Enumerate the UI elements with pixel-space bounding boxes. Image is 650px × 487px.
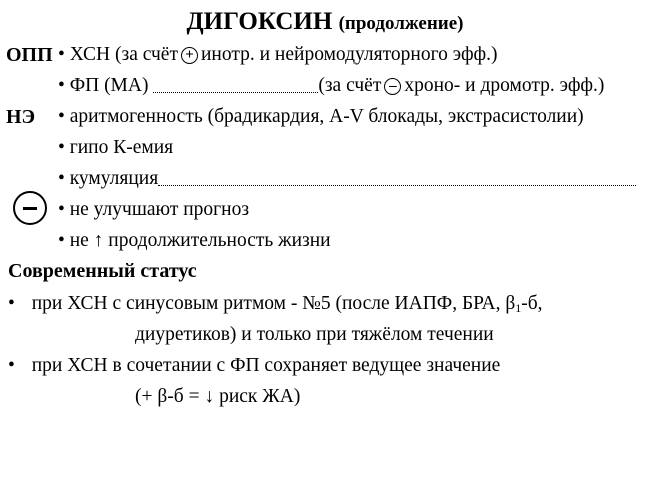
bullet: • — [58, 230, 65, 251]
status-item-2-text: при ХСН в сочетании с ФП сохраняет ведущее значение — [31, 355, 501, 376]
title-sub: (продолжение) — [338, 13, 464, 34]
minus-item-1-text: не улучшают прогноз — [69, 199, 250, 220]
label-ne: НЭ — [6, 106, 36, 128]
bullet: • — [58, 44, 65, 65]
bullet: • — [58, 137, 65, 158]
ne-item-3 — [58, 167, 636, 191]
status-item-1-line-2: диуретиков) и только при тяжёлом течении — [135, 324, 494, 345]
opp-item-2-pre: ФП (МА) — [69, 75, 149, 96]
dotted-leader — [158, 167, 636, 186]
beta-subscript: 1 — [515, 301, 522, 315]
ne-item-3-text: кумуляция — [69, 168, 159, 189]
status-item-2-line-1 — [8, 354, 500, 378]
ne-item-1-text: аритмогенность (брадикардия, A-V блокады, экстрасистолии) — [69, 106, 584, 127]
opp-item-2-post: хроно- и дромотр. эфф.) — [404, 75, 605, 96]
opp-item-1-post: инотр. и нейромодуляторного эфф.) — [200, 44, 498, 65]
bullet: • — [58, 168, 65, 189]
page-title — [0, 8, 650, 36]
ne-item-2 — [58, 136, 173, 160]
minus-item-1 — [58, 198, 249, 222]
opp-item-1-pre: ХСН (за счёт — [69, 44, 178, 65]
opp-item-1 — [58, 43, 497, 67]
ne-item-1 — [58, 105, 584, 129]
bullet: • — [58, 106, 65, 127]
minus-circle-icon: – — [384, 78, 401, 95]
dotted-leader — [153, 74, 318, 93]
bullet: • — [58, 75, 65, 96]
status-item-1-text-a: при ХСН с синусовым ритмом - №5 (после ИАПФ, БРА, β — [31, 293, 516, 314]
minus-circle-large-icon — [13, 191, 47, 225]
bullet: • — [8, 355, 15, 376]
bullet: • — [58, 199, 65, 220]
ne-item-2-text: гипо К-емия — [69, 137, 174, 158]
bullet: • — [8, 293, 15, 314]
minus-item-2-text: не ↑ продолжительность жизни — [69, 230, 331, 251]
label-opp: ОПП — [6, 44, 53, 66]
opp-item-2-post-pre: (за счёт — [318, 75, 382, 96]
status-item-2-line-2: (+ β-б = ↓ риск ЖА) — [135, 386, 301, 407]
status-heading: Современный статус — [8, 260, 197, 282]
status-item-1-line-1 — [8, 292, 543, 320]
title-main: ДИГОКСИН — [186, 8, 333, 35]
plus-circle-icon: + — [181, 47, 198, 64]
minus-item-2 — [58, 229, 331, 253]
status-item-1-text-b: -б, — [521, 293, 543, 314]
opp-item-2 — [58, 74, 604, 98]
